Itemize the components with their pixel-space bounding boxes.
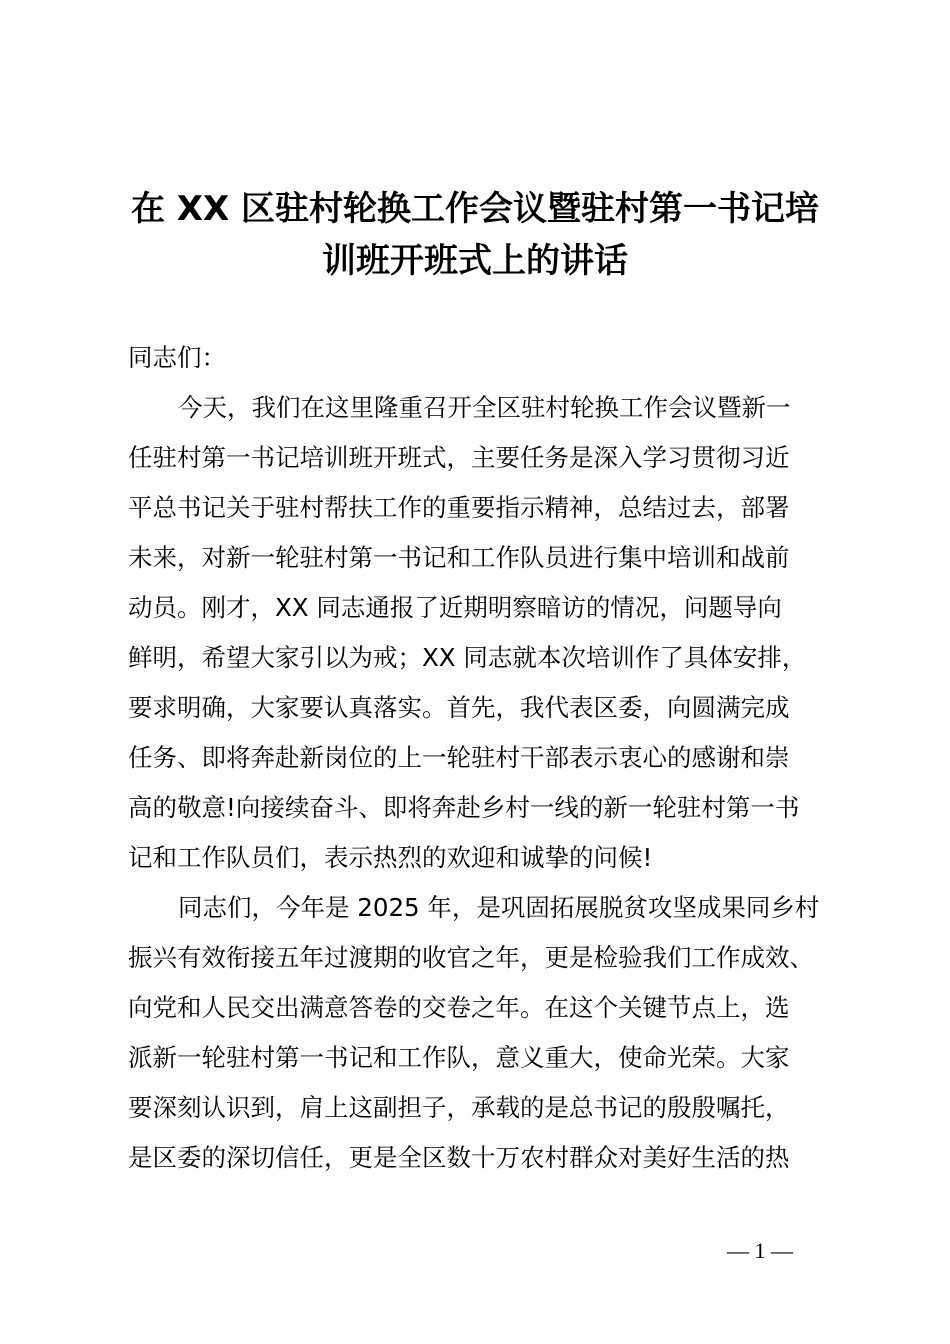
paragraph-line: 未来，对新一轮驻村第一书记和工作队员进行集中培训和战前 <box>128 543 790 572</box>
paragraph-line: 向党和人民交出满意答卷的交卷之年。在这个关键节点上，选 <box>128 993 790 1022</box>
paragraph-line: 是区委的深切信任，更是全区数十万农村群众对美好生活的热 <box>128 1143 790 1172</box>
paragraph-2 <box>128 883 868 1183</box>
paragraph-line: 派新一轮驻村第一书记和工作队，意义重大，使命光荣。大家 <box>128 1043 790 1072</box>
page-number: — 1 — <box>727 1238 793 1263</box>
paragraph-1 <box>128 383 868 883</box>
title-line-1: 在 XX 区驻村轮换工作会议暨驻村第一书记培 <box>130 189 820 229</box>
paragraph-line: 今天，我们在这里隆重召开全区驻村轮换工作会议暨新一 <box>178 393 791 422</box>
paragraph-line: 要深刻认识到，肩上这副担子，承载的是总书记的殷殷嘱托， <box>128 1093 790 1122</box>
paragraph-line: 任务、即将奔赴新岗位的上一轮驻村干部表示衷心的感谢和崇 <box>128 743 790 772</box>
paragraph-line: 动员。刚才，XX 同志通报了近期明察暗访的情况，问题导向 <box>128 593 782 622</box>
paragraph-line: 振兴有效衔接五年过渡期的收官之年，更是检验我们工作成效、 <box>128 943 814 972</box>
paragraph-line: 要求明确，大家要认真落实。首先，我代表区委，向圆满完成 <box>128 693 790 722</box>
document-title <box>0 183 950 287</box>
paragraph-line: 平总书记关于驻村帮扶工作的重要指示精神，总结过去，部署 <box>128 493 790 522</box>
paragraph-line: 同志们，今年是 2025 年，是巩固拓展脱贫攻坚成果同乡村 <box>178 893 820 922</box>
paragraph-line: 鲜明，希望大家引以为戒；XX 同志就本次培训作了具体安排， <box>128 643 807 672</box>
paragraph-line: 任驻村第一书记培训班开班式，主要任务是深入学习贯彻习近 <box>128 443 790 472</box>
document-body <box>128 333 868 1183</box>
paragraph-line: 记和工作队员们，表示热烈的欢迎和诚挚的问候! <box>128 843 653 872</box>
title-line-2: 训班开班式上的讲话 <box>322 241 628 281</box>
paragraph-line: 高的敬意!向接续奋斗、即将奔赴乡村一线的新一轮驻村第一书 <box>128 793 800 822</box>
salutation: 同志们： <box>128 343 226 372</box>
